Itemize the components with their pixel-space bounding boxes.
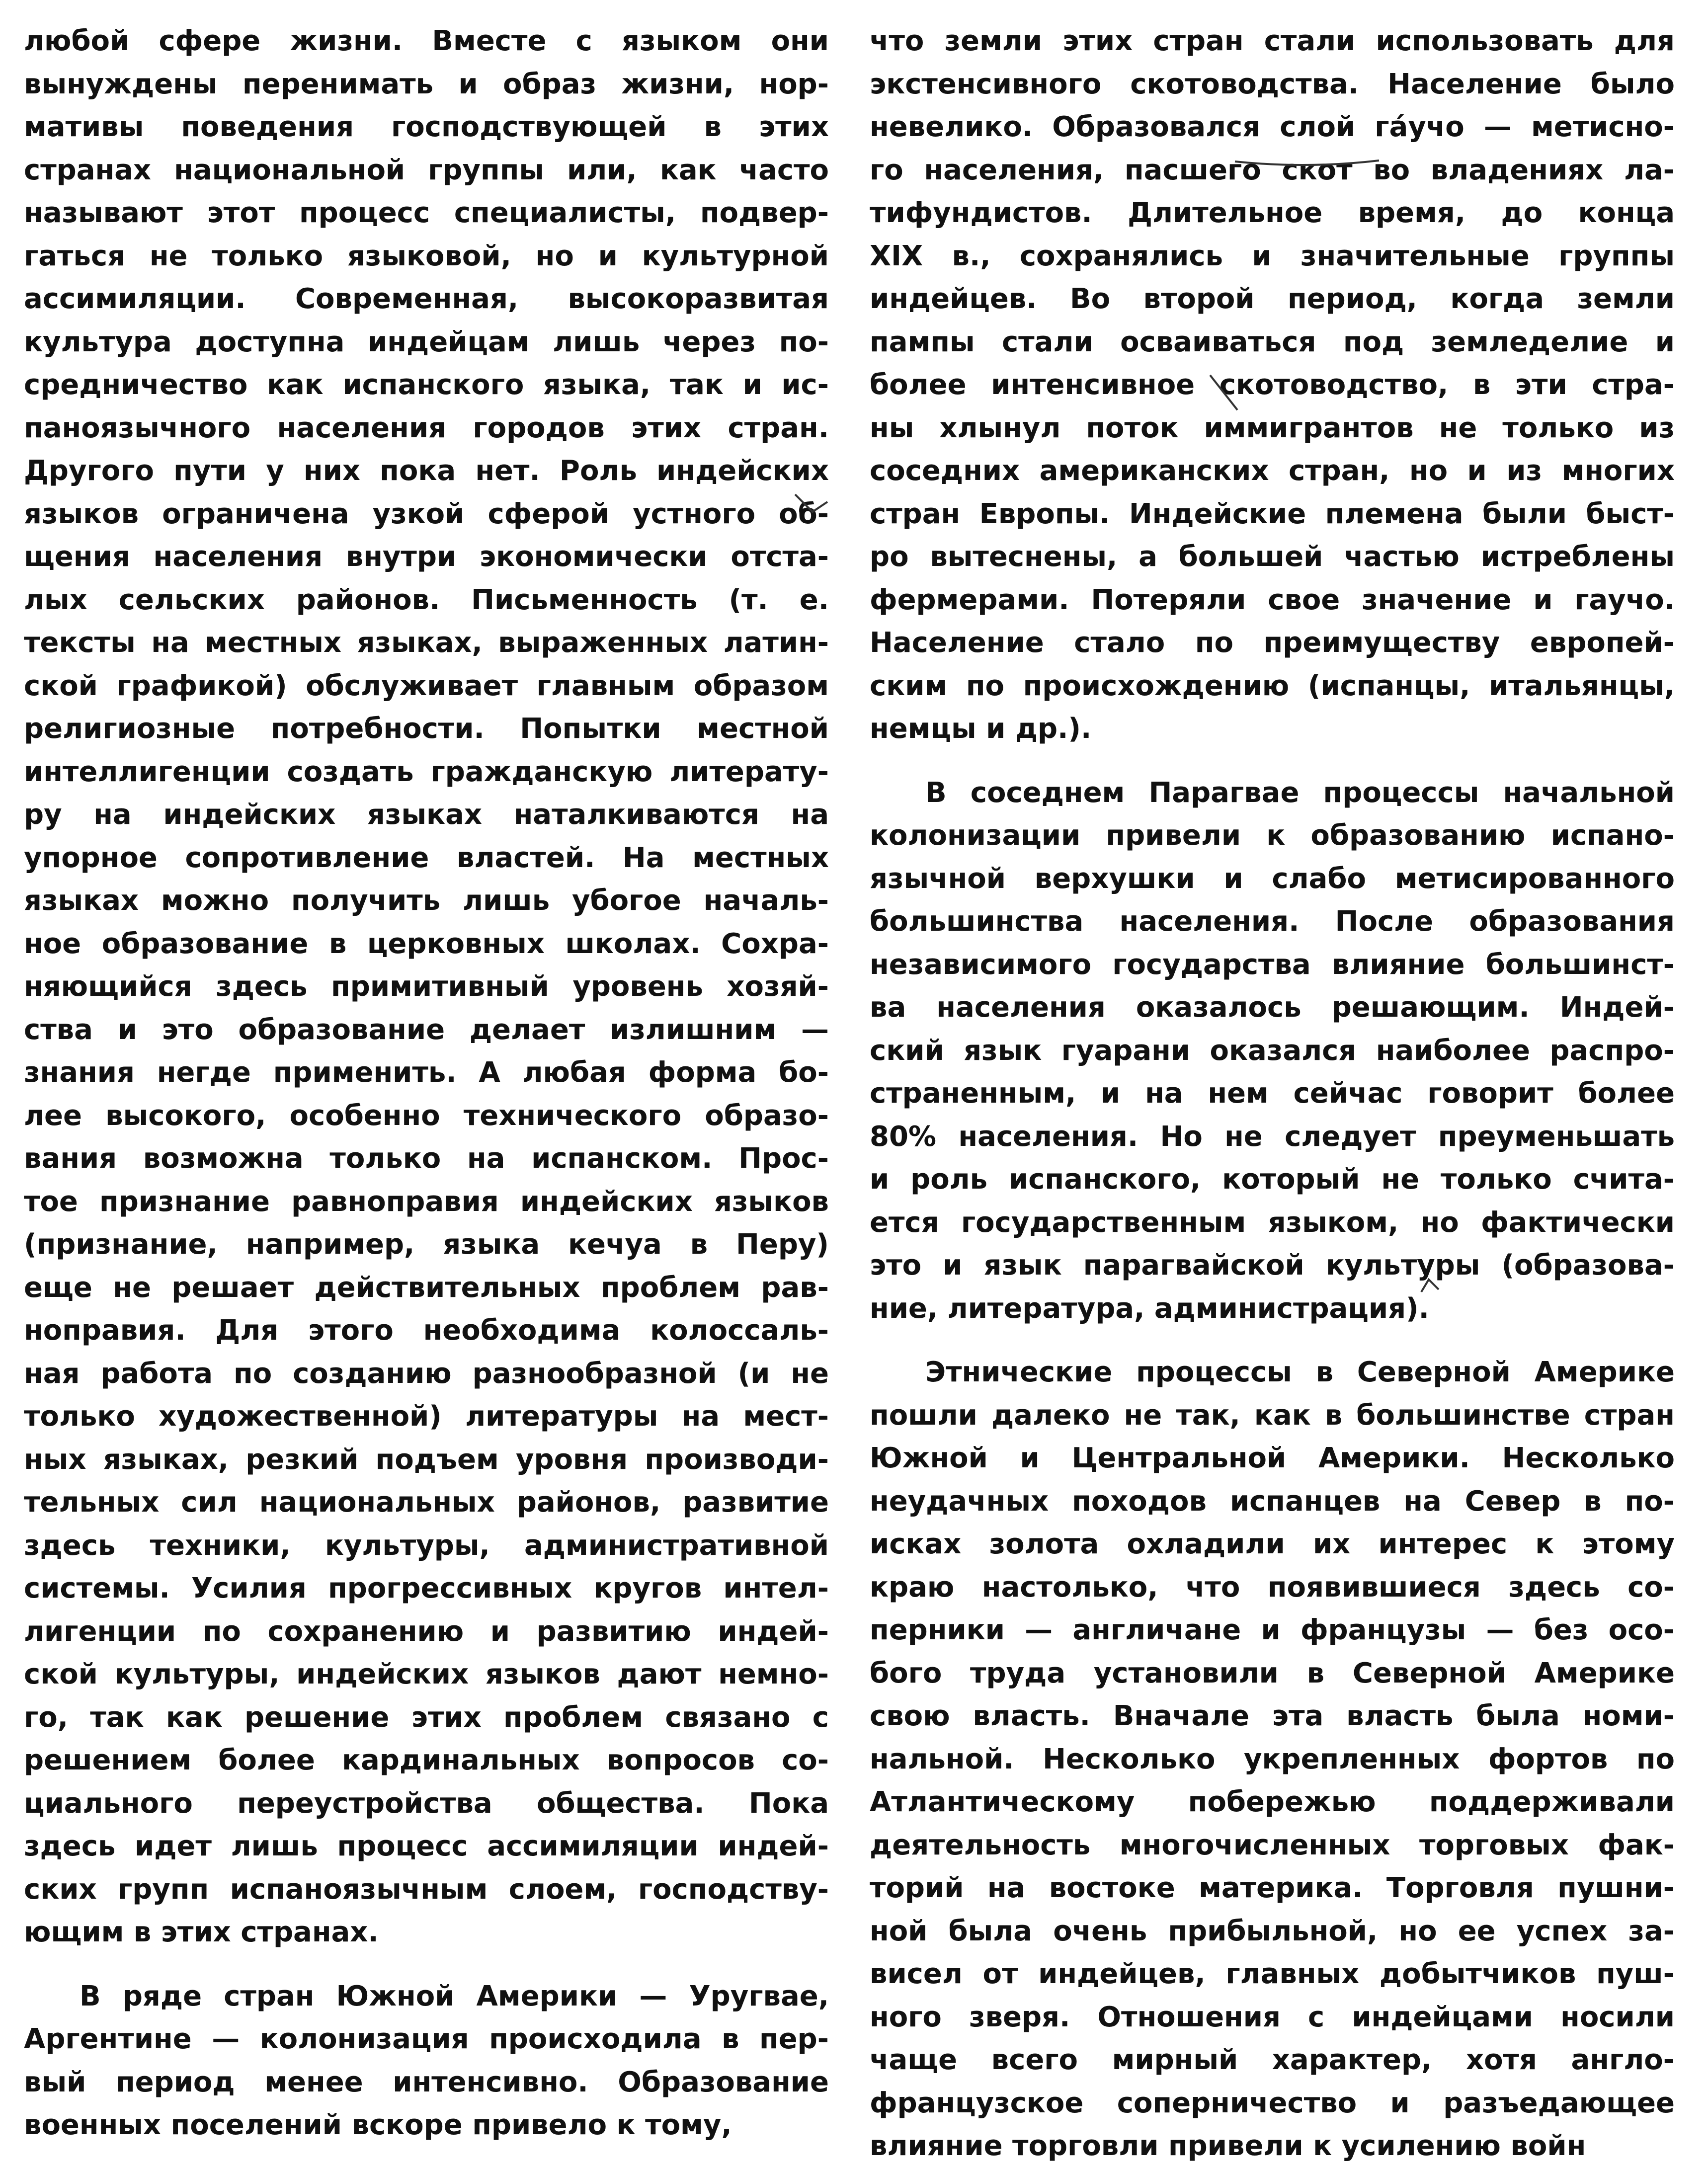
left-column-paragraph xyxy=(24,1975,829,2147)
text-line: паноязычного населения городов этих стран. xyxy=(24,411,829,444)
text-line: Южной и Центральной Америки. Несколько xyxy=(870,1442,1675,1474)
text-line: военных поселений вскоре привело к тому, xyxy=(24,2109,732,2141)
text-line: XIX в., сохранялись и значительные группы xyxy=(870,240,1675,272)
text-line: бого труда установили в Северной Америке xyxy=(870,1657,1675,1689)
text-line: знания негде применить. А любая форма бо- xyxy=(24,1056,829,1089)
text-line: язычной верхушки и слабо метисированного xyxy=(870,862,1675,895)
text-line: французское соперничество и разъедающее xyxy=(870,2087,1675,2119)
text-line: тое признание равноправия индейских языков xyxy=(24,1185,829,1218)
right-text-column xyxy=(870,20,1675,2168)
text-line: ного зверя. Отношения с индейцами носили xyxy=(870,2001,1675,2033)
text-line: нальной. Несколько укрепленных фортов по xyxy=(870,1743,1675,1775)
text-line: упорное сопротивление властей. На местных xyxy=(24,841,829,874)
text-line: ским по происхождению (испанцы, итальянцы, xyxy=(870,669,1675,702)
text-line: В ряде стран Южной Америки — Уругвае, xyxy=(80,1980,829,2012)
text-line: чаще всего мирный характер, хотя англо- xyxy=(870,2044,1675,2076)
text-line: торий на востоке материка. Торговля пушни- xyxy=(870,1872,1675,1904)
text-line: ной была очень прибыльной, но ее успех за- xyxy=(870,1915,1675,1947)
text-line: ской графикой) обслуживает главным образом xyxy=(24,669,829,702)
text-line: стран Европы. Индейские племена были быст- xyxy=(870,497,1675,530)
text-line: свою власть. Вначале эта власть была номи- xyxy=(870,1700,1675,1732)
text-line: деятельность многочисленных торговых фак- xyxy=(870,1829,1675,1861)
text-line: Другого пути у них пока нет. Роль индейских xyxy=(24,455,829,487)
text-line: невелико. Образовался слой гáучо — метисно- xyxy=(870,111,1675,143)
text-line: и роль испанского, который не только счита- xyxy=(870,1163,1675,1196)
text-line: няющийся здесь примитивный уровень хозяй- xyxy=(24,970,829,1003)
text-line: ассимиляции. Современная, высокоразвитая xyxy=(24,283,829,315)
text-line: (признание, например, языка кечуа в Перу) xyxy=(24,1228,829,1261)
text-line: гаться не только языковой, но и культурной xyxy=(24,240,829,272)
text-line: языков ограничена узкой сферой устного об- xyxy=(24,497,829,530)
text-line: циального переустройства общества. Пока xyxy=(24,1787,829,1820)
text-line: Атлантическому побережью поддерживали xyxy=(870,1786,1675,1818)
text-line: исках золота охладили их интерес к этому xyxy=(870,1528,1675,1560)
pencil-check-mark xyxy=(793,489,832,519)
text-line: Аргентине — колонизация происходила в пер- xyxy=(24,2023,829,2055)
text-line: странах национальной группы или, как часто xyxy=(24,154,829,186)
text-line: ских групп испаноязычным слоем, господству- xyxy=(24,1873,829,1906)
text-line: ской культуры, индейских языков дают немно- xyxy=(24,1658,829,1690)
text-line: краю настолько, что появившиеся здесь со- xyxy=(870,1571,1675,1604)
text-line: го населения, пасшего скот во владениях ла- xyxy=(870,154,1675,186)
text-line: 80% населения. Но не следует преуменьшать xyxy=(870,1120,1675,1153)
text-line: решением более кардинальных вопросов со- xyxy=(24,1744,829,1776)
text-line: неудачных походов испанцев на Север в по- xyxy=(870,1485,1675,1518)
right-column-paragraph xyxy=(870,772,1675,1331)
text-line: любой сфере жизни. Вместе с языком они xyxy=(24,25,829,57)
text-line: это и язык парагвайской культуры (образова- xyxy=(870,1249,1675,1282)
text-line: только художественной) литературы на мест- xyxy=(24,1400,829,1433)
text-line: ное образование в церковных школах. Сохра- xyxy=(24,927,829,960)
text-line: интеллигенции создать гражданскую литерату- xyxy=(24,755,829,788)
text-line: лее высокого, особенно технического образо- xyxy=(24,1099,829,1132)
text-line: ноправия. Для этого необходима колоссаль- xyxy=(24,1314,829,1347)
text-line: го, так как решение этих проблем связано с xyxy=(24,1701,829,1734)
text-line: Население стало по преимуществу европей- xyxy=(870,627,1675,659)
text-line: тифундистов. Длительное время, до конца xyxy=(870,197,1675,229)
pencil-slash-mark xyxy=(1208,373,1242,412)
text-line: тексты на местных языках, выраженных латин- xyxy=(24,627,829,659)
text-line: ства и это образование делает излишним — xyxy=(24,1013,829,1046)
text-line: страненным, и на нем сейчас говорит более xyxy=(870,1077,1675,1110)
text-line: здесь техники, культуры, административной xyxy=(24,1529,829,1562)
pencil-tick-mark xyxy=(1419,1275,1444,1299)
text-line: перники — англичане и французы — без осо- xyxy=(870,1614,1675,1646)
paragraph-gap xyxy=(870,1330,1675,1351)
text-line: щения населения внутри экономически отста- xyxy=(24,541,829,573)
text-line: более интенсивное скотоводство, в эти стра- xyxy=(870,369,1675,401)
text-line: лигенции по сохранению и развитию индей- xyxy=(24,1615,829,1648)
text-line: ных языках, резкий подъем уровня производи- xyxy=(24,1443,829,1476)
text-line: соседних американских стран, но и из многих xyxy=(870,455,1675,487)
text-line: ная работа по созданию разнообразной (и не xyxy=(24,1357,829,1390)
text-line: средничество как испанского языка, так и ис- xyxy=(24,369,829,401)
text-line: независимого государства влияние большинст- xyxy=(870,948,1675,981)
left-column-paragraph xyxy=(24,20,829,1954)
text-line: ется государственным языком, но фактически xyxy=(870,1206,1675,1239)
text-line: индейцев. Во второй период, когда земли xyxy=(870,283,1675,315)
text-line: экстенсивного скотоводства. Население было xyxy=(870,68,1675,100)
right-column-paragraph xyxy=(870,20,1675,751)
text-line: ру на индейских языках наталкиваются на xyxy=(24,799,829,831)
text-line: ский язык гуарани оказался наиболее распро- xyxy=(870,1034,1675,1067)
text-line: немцы и др.). xyxy=(870,713,1092,745)
text-line: вый период менее интенсивно. Образование xyxy=(24,2066,829,2098)
text-line: ны хлынул поток иммигрантов не только из xyxy=(870,411,1675,444)
text-line: лых сельских районов. Письменность (т. е. xyxy=(24,583,829,616)
paragraph-gap xyxy=(24,1954,829,1975)
text-line: мативы поведения господствующей в этих xyxy=(24,111,829,143)
text-line: пошли далеко не так, как в большинстве стран xyxy=(870,1399,1675,1432)
text-line: ва населения оказалось решающим. Индей- xyxy=(870,991,1675,1024)
text-line: фермерами. Потеряли свое значение и гаучо. xyxy=(870,583,1675,616)
text-line: висел от индейцев, главных добытчиков пуш- xyxy=(870,1958,1675,1990)
text-line: что земли этих стран стали использовать для xyxy=(870,25,1675,57)
text-line: языках можно получить лишь убогое началь- xyxy=(24,884,829,917)
paragraph-gap xyxy=(870,751,1675,772)
text-line: влияние торговли привели к усилению войн xyxy=(870,2130,1586,2162)
text-line: тельных сил национальных районов, развитие xyxy=(24,1486,829,1519)
text-line: ние, литература, администрация). xyxy=(870,1292,1429,1325)
text-line: религиозные потребности. Попытки местной xyxy=(24,713,829,745)
text-line: системы. Усилия прогрессивных кругов интел- xyxy=(24,1572,829,1605)
text-line: называют этот процесс специалисты, подвер- xyxy=(24,197,829,229)
text-line: ющим в этих странах. xyxy=(24,1916,379,1948)
text-line: еще не решает действительных проблем рав- xyxy=(24,1271,829,1304)
text-line: пампы стали осваиваться под земледелие и xyxy=(870,325,1675,358)
text-line: большинства населения. После образования xyxy=(870,905,1675,938)
left-text-column xyxy=(24,20,829,2147)
text-line: колонизации привели к образованию испано- xyxy=(870,819,1675,852)
text-line: вынуждены перенимать и образ жизни, нор- xyxy=(24,68,829,100)
text-line: ро вытеснены, а большей частью истреблены xyxy=(870,541,1675,573)
text-line: Этнические процессы в Северной Америке xyxy=(925,1356,1675,1388)
text-line: вания возможна только на испанском. Прос- xyxy=(24,1142,829,1175)
text-line: культура доступна индейцам лишь через по- xyxy=(24,325,829,358)
right-column-paragraph xyxy=(870,1351,1675,2168)
pencil-underline-mark xyxy=(1232,157,1382,171)
text-line: В соседнем Парагвае процессы начальной xyxy=(925,776,1675,809)
text-line: здесь идет лишь процесс ассимиляции индей- xyxy=(24,1830,829,1862)
